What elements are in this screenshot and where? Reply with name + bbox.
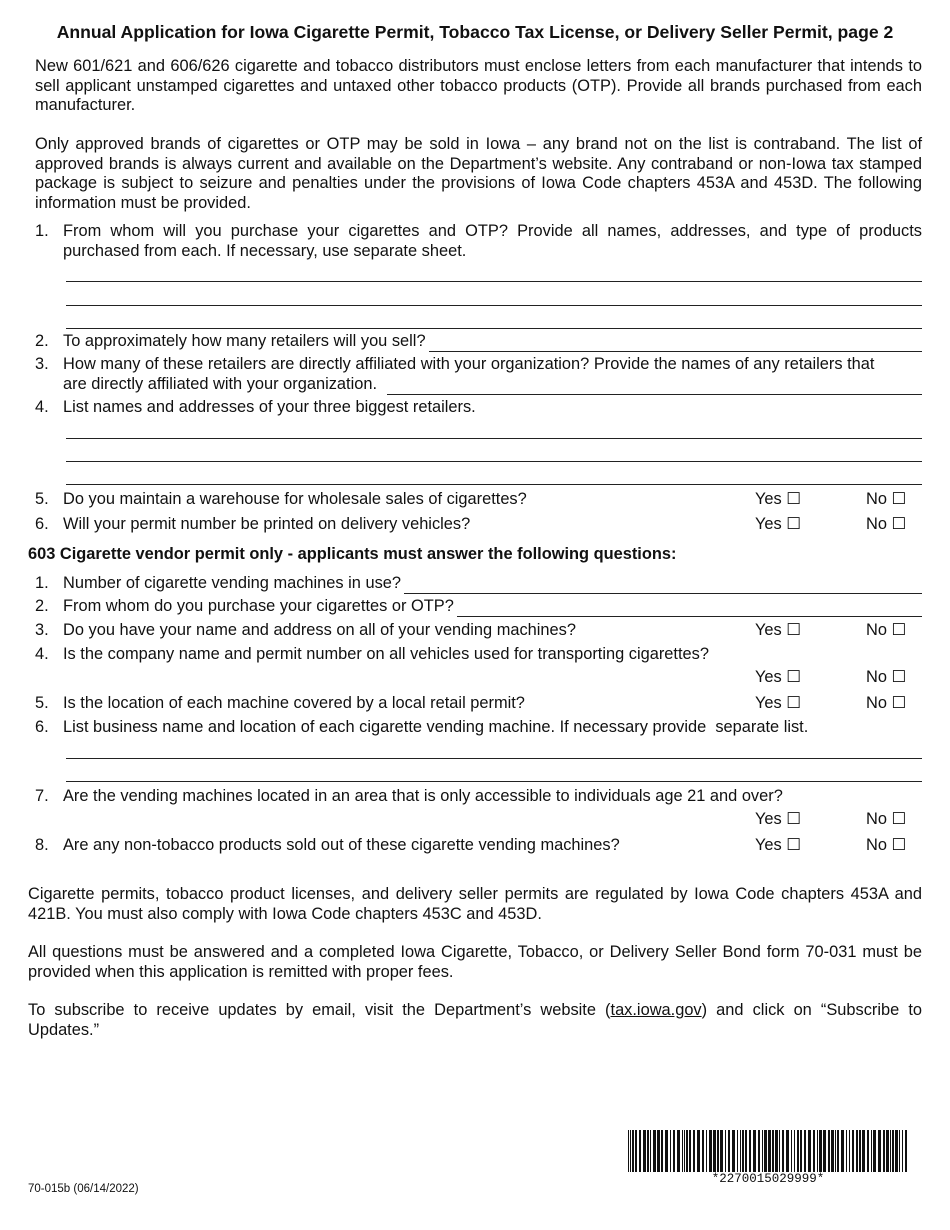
- no-checkbox[interactable]: No ☐: [866, 836, 907, 854]
- barcode-bar: [740, 1130, 741, 1172]
- barcode-bar: [732, 1130, 735, 1172]
- barcode-bar: [831, 1130, 834, 1172]
- question-number: 1.: [35, 222, 49, 240]
- answer-line[interactable]: [66, 305, 922, 306]
- no-checkbox[interactable]: No ☐: [866, 490, 907, 508]
- barcode-bar: [686, 1130, 688, 1172]
- barcode-bar: [749, 1130, 751, 1172]
- yes-checkbox[interactable]: Yes ☐: [755, 490, 801, 508]
- barcode-bar: [835, 1130, 836, 1172]
- barcode-bar: [762, 1130, 763, 1172]
- barcode-bar: [725, 1130, 726, 1172]
- barcode-bar: [873, 1130, 876, 1172]
- answer-line[interactable]: [66, 461, 922, 462]
- supplier-field[interactable]: [457, 601, 922, 617]
- barcode-bar: [758, 1130, 760, 1172]
- answer-line[interactable]: [66, 438, 922, 439]
- barcode-bar: [782, 1130, 784, 1172]
- barcode-bar: [878, 1130, 881, 1172]
- question-number: 2.: [35, 332, 49, 350]
- regulation-paragraph: Cigarette permits, tobacco product licenses, and delivery seller permits are regulated by Iowa Code chapters 453A and 421B. You must also comply with Iowa Code chapters 453C and 453D.: [28, 885, 922, 923]
- answer-line[interactable]: [66, 758, 922, 759]
- yes-checkbox[interactable]: Yes ☐: [755, 668, 801, 686]
- vendor-question-4-text: Is the company name and permit number on all vehicles used for transporting cigarettes?: [63, 645, 709, 663]
- barcode-bar: [630, 1130, 631, 1172]
- barcode-bar: [779, 1130, 780, 1172]
- yes-checkbox[interactable]: Yes ☐: [755, 810, 801, 828]
- form-number: 70-015b (06/14/2022): [28, 1183, 139, 1195]
- barcode-bar: [856, 1130, 858, 1172]
- barcode-bar: [661, 1130, 663, 1172]
- question-2-row: [63, 332, 922, 352]
- vendor-question-1-text: Number of cigarette vending machines in use?: [63, 574, 402, 592]
- question-number: 5.: [35, 694, 49, 712]
- barcode-bar: [867, 1130, 869, 1172]
- vendor-question-7-text: Are the vending machines located in an area that is only accessible to individuals age 21 and over?: [63, 787, 783, 805]
- barcode-bar: [639, 1130, 641, 1172]
- yes-checkbox[interactable]: Yes ☐: [755, 836, 801, 854]
- question-5-text: Do you maintain a warehouse for wholesale sales of cigarettes?: [63, 490, 527, 508]
- barcode-bar: [673, 1130, 675, 1172]
- barcode-bar: [647, 1130, 649, 1172]
- question-4-text: List names and addresses of your three biggest retailers.: [63, 398, 476, 416]
- barcode-bar: [709, 1130, 712, 1172]
- no-checkbox[interactable]: No ☐: [866, 668, 907, 686]
- barcode-number: *2270015029999*: [711, 1172, 825, 1186]
- question-3-row: [63, 375, 922, 395]
- yes-checkbox[interactable]: Yes ☐: [755, 694, 801, 712]
- barcode-bar: [791, 1130, 792, 1172]
- barcode-bar: [886, 1130, 889, 1172]
- barcode-bar: [859, 1130, 861, 1172]
- barcode-bar: [895, 1130, 898, 1172]
- intro-paragraph-2: Only approved brands of cigarettes or OTP may be sold in Iowa – any brand not on the list is contraband. The list of approved brands is always current and available on the Department’s website. Any contraband or non-Iowa tax stamped package is subject to seizure and penalties under the provisions of Iowa Code chapters 453A and 453D. The following information must be provided.: [35, 135, 922, 212]
- barcode-bar: [775, 1130, 778, 1172]
- subscribe-text-before: To subscribe to receive updates by email, visit the Department’s website (: [28, 1001, 611, 1019]
- barcode-bar: [852, 1130, 854, 1172]
- answer-line[interactable]: [66, 328, 922, 329]
- barcode-bar: [702, 1130, 704, 1172]
- no-checkbox[interactable]: No ☐: [866, 621, 907, 639]
- barcode-bar: [713, 1130, 716, 1172]
- barcode-bar: [764, 1130, 767, 1172]
- question-number: 3.: [35, 355, 49, 373]
- barcode-bar: [905, 1130, 907, 1172]
- barcode-bar: [677, 1130, 680, 1172]
- subscribe-paragraph: [28, 1001, 922, 1040]
- barcode-bar: [786, 1130, 789, 1172]
- vendor-question-5-text: Is the location of each machine covered by a local retail permit?: [63, 694, 525, 712]
- barcode-bar: [720, 1130, 723, 1172]
- question-number: 3.: [35, 621, 49, 639]
- website-link[interactable]: tax.iowa.gov: [610, 1001, 702, 1019]
- barcode-bar: [849, 1130, 850, 1172]
- barcode-bar: [653, 1130, 656, 1172]
- affiliated-retailers-field[interactable]: [387, 379, 922, 395]
- barcode-bar: [635, 1130, 637, 1172]
- barcode-bar: [717, 1130, 719, 1172]
- barcode-bar: [657, 1130, 660, 1172]
- subscribe-text-after: ) and click on “Subscribe to Updates.”: [28, 1001, 922, 1039]
- no-checkbox[interactable]: No ☐: [866, 694, 907, 712]
- barcode-bar: [745, 1130, 747, 1172]
- vendor-question-2-text: From whom do you purchase your cigarettes or OTP?: [63, 597, 454, 615]
- barcode-bar: [772, 1130, 774, 1172]
- yes-checkbox[interactable]: Yes ☐: [755, 515, 801, 533]
- vendor-section-heading: 603 Cigarette vendor permit only - applicants must answer the following questions:: [28, 545, 677, 563]
- barcode-bar: [871, 1130, 872, 1172]
- barcode-bar: [628, 1130, 629, 1172]
- yes-checkbox[interactable]: Yes ☐: [755, 621, 801, 639]
- retailer-count-field[interactable]: [429, 336, 922, 352]
- question-number: 6.: [35, 718, 49, 736]
- barcode-bar: [742, 1130, 744, 1172]
- barcode-bar: [684, 1130, 685, 1172]
- barcode-bar: [902, 1130, 903, 1172]
- barcode-bar: [650, 1130, 651, 1172]
- barcode-bar: [883, 1130, 885, 1172]
- vendor-question-6-text: List business name and location of each cigarette vending machine. If necessary provide separate list.: [63, 718, 809, 736]
- barcode-bar: [813, 1130, 815, 1172]
- barcode-bar: [632, 1130, 634, 1172]
- question-number: 7.: [35, 787, 49, 805]
- barcode-bar: [890, 1130, 891, 1172]
- question-number: 6.: [35, 515, 49, 533]
- barcode-bar: [693, 1130, 695, 1172]
- barcode-bar: [841, 1130, 844, 1172]
- barcode-bar: [823, 1130, 826, 1172]
- barcode-bar: [737, 1130, 738, 1172]
- barcode-bar: [665, 1130, 668, 1172]
- barcode-bar: [753, 1130, 756, 1172]
- requirements-paragraph: All questions must be answered and a completed Iowa Cigarette, Tobacco, or Delivery Seller Bond form 70-031 must be provided when this application is remitted with proper fees.: [28, 943, 922, 981]
- barcode-bar: [682, 1130, 683, 1172]
- question-number: 8.: [35, 836, 49, 854]
- question-3-line-1: How many of these retailers are directly affiliated with your organization? Provide the names of any retailers that: [63, 355, 875, 373]
- vendor-question-8-text: Are any non-tobacco products sold out of these cigarette vending machines?: [63, 836, 620, 854]
- question-number: 5.: [35, 490, 49, 508]
- barcode: [628, 1130, 908, 1172]
- barcode-bar: [697, 1130, 700, 1172]
- barcode-bar: [819, 1130, 822, 1172]
- answer-line[interactable]: [66, 281, 922, 282]
- question-number: 4.: [35, 398, 49, 416]
- vendor-question-3-text: Do you have your name and address on all of your vending machines?: [63, 621, 576, 639]
- barcode-bar: [768, 1130, 771, 1172]
- answer-line[interactable]: [66, 484, 922, 485]
- barcode-bar: [794, 1130, 795, 1172]
- no-checkbox[interactable]: No ☐: [866, 810, 907, 828]
- barcode-bar: [643, 1130, 646, 1172]
- question-6-text: Will your permit number be printed on delivery vehicles?: [63, 515, 471, 533]
- barcode-bar: [797, 1130, 799, 1172]
- answer-line[interactable]: [66, 781, 922, 782]
- question-1-text: From whom will you purchase your cigarettes and OTP? Provide all names, addresses, and type of products purchased from each. If necessary, use separate sheet.: [63, 222, 922, 260]
- barcode-bar: [899, 1130, 900, 1172]
- barcode-bar: [670, 1130, 671, 1172]
- barcode-bar: [706, 1130, 707, 1172]
- question-3-line-2: are directly affiliated with your organization.: [63, 375, 378, 393]
- question-number: 1.: [35, 574, 49, 592]
- question-2-text: To approximately how many retailers will you sell?: [63, 332, 426, 350]
- barcode-bar: [689, 1130, 691, 1172]
- barcode-bar: [728, 1130, 730, 1172]
- barcode-bar: [837, 1130, 839, 1172]
- vendor-question-1-row: [63, 574, 922, 594]
- barcode-bar: [846, 1130, 847, 1172]
- vendor-question-2-row: [63, 597, 922, 617]
- no-checkbox[interactable]: No ☐: [866, 515, 907, 533]
- barcode-bar: [800, 1130, 802, 1172]
- question-number: 2.: [35, 597, 49, 615]
- barcode-bar: [862, 1130, 865, 1172]
- barcode-bar: [892, 1130, 894, 1172]
- barcode-bar: [828, 1130, 830, 1172]
- question-number: 4.: [35, 645, 49, 663]
- barcode-bar: [804, 1130, 806, 1172]
- barcode-bar: [808, 1130, 811, 1172]
- intro-paragraph-1: New 601/621 and 606/626 cigarette and tobacco distributors must enclose letters from each manufacturer that intends to sell applicant unstamped cigarettes and untaxed other tobacco products (OTP). Provide all brands purchased from each manufacturer.: [35, 57, 922, 114]
- barcode-bar: [817, 1130, 818, 1172]
- page-title: Annual Application for Iowa Cigarette Permit, Tobacco Tax License, or Delivery Seller Permit, page 2: [56, 22, 894, 42]
- vending-machine-count-field[interactable]: [404, 578, 922, 594]
